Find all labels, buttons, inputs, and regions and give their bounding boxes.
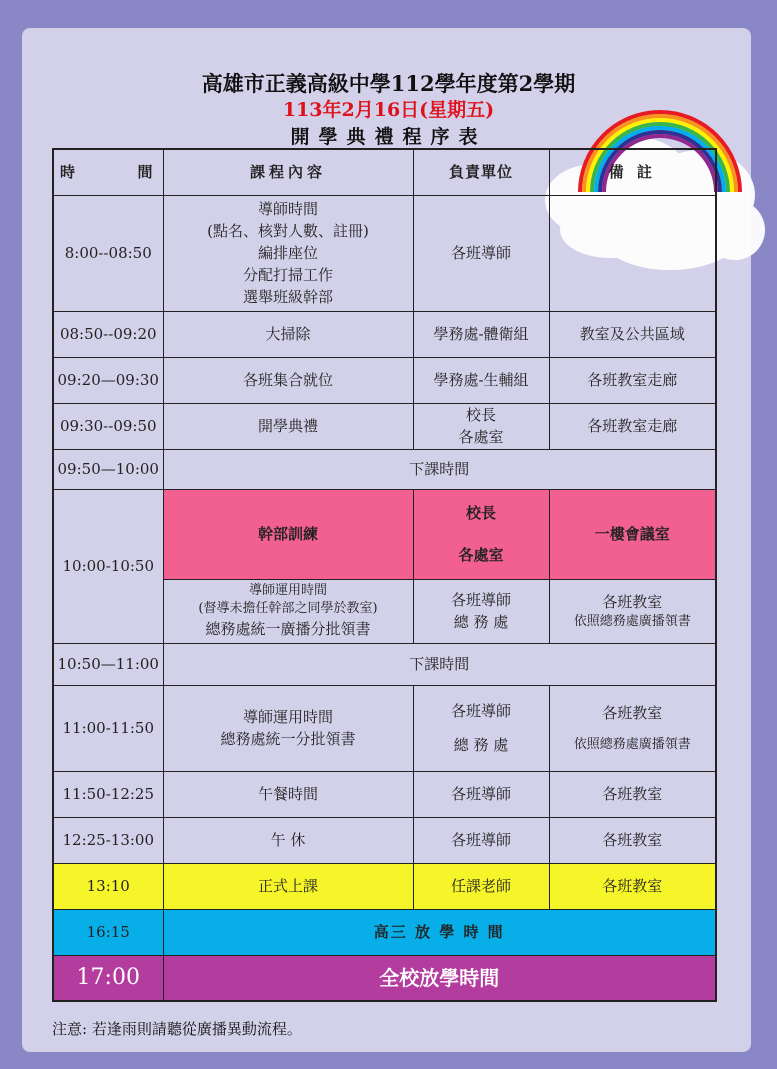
row-unit: 學務處-生輔組 — [413, 357, 549, 403]
header-time: 時 間 — [53, 149, 163, 195]
row-unit: 各班導師 — [413, 771, 549, 817]
table-row — [53, 771, 716, 817]
row-content: 午餐時間 — [163, 771, 413, 817]
table-row — [53, 403, 716, 449]
row-content: 導師運用時間 總務處統一分批領書 — [163, 685, 413, 771]
row-time: 8:00--08:50 — [53, 195, 163, 311]
row-note: 各班教室 — [549, 817, 716, 863]
row-content: 正式上課 — [163, 863, 413, 909]
row-note: 各班教室走廊 — [549, 357, 716, 403]
table-row — [53, 955, 716, 1001]
row-unit: 校長 各處室 — [413, 403, 549, 449]
table-row — [53, 311, 716, 357]
row-time: 09:30--09:50 — [53, 403, 163, 449]
row-time: 11:00-11:50 — [53, 685, 163, 771]
row-content: 大掃除 — [163, 311, 413, 357]
header-row — [53, 149, 716, 195]
date-title: 113年2月16日(星期五) — [282, 99, 495, 121]
row-content: 各班集合就位 — [163, 357, 413, 403]
row-content: 下課時間 — [163, 449, 716, 489]
header-note: 備 註 — [549, 149, 716, 195]
row-time: 12:25-13:00 — [53, 817, 163, 863]
row-note: 各班教室 — [549, 863, 716, 909]
table-row — [53, 909, 716, 955]
row-unit: 各班導師 — [413, 817, 549, 863]
program-title: 開學典禮程序表 — [290, 126, 487, 148]
schedule-table — [52, 148, 717, 1002]
row-time: 16:15 — [53, 909, 163, 955]
table-row — [53, 643, 716, 685]
table-row — [53, 195, 716, 311]
row-content: 午 休 — [163, 817, 413, 863]
row-time: 17:00 — [53, 955, 163, 1001]
school-title: 高雄市正義高級中學112學年度第2學期 — [201, 71, 576, 96]
table-row — [53, 489, 716, 579]
row-note: 各班教室 依照總務處廣播領書 — [549, 579, 716, 643]
row-note: 各班教室走廊 — [549, 403, 716, 449]
footer-note: 注意: 若逢雨則請聽從廣播異動流程。 — [52, 1020, 302, 1038]
row-note: 各班教室 — [549, 771, 716, 817]
table-row — [53, 357, 716, 403]
row-time: 09:50—10:00 — [53, 449, 163, 489]
row-unit: 各班導師 總 務 處 — [413, 685, 549, 771]
row-content: 幹部訓練 — [163, 489, 413, 579]
row-content: 下課時間 — [163, 643, 716, 685]
row-time: 10:00-10:50 — [53, 489, 163, 643]
row-note: 各班教室 依照總務處廣播領書 — [549, 685, 716, 771]
header-unit: 負責單位 — [413, 149, 549, 195]
row-note: 一樓會議室 — [549, 489, 716, 579]
row-content: 導師時間 (點名、核對人數、註冊) 編排座位 分配打掃工作 選舉班級幹部 — [163, 195, 413, 311]
table-row — [53, 449, 716, 489]
row-content: 導師運用時間 (督導未擔任幹部之同學於教室) 總務處統一廣播分批領書 — [163, 579, 413, 643]
row-time: 10:50—11:00 — [53, 643, 163, 685]
header-content: 課程內容 — [163, 149, 413, 195]
row-content: 高三 放 學 時 間 — [163, 909, 716, 955]
row-note — [549, 195, 716, 311]
table-row — [53, 685, 716, 771]
row-unit: 校長 各處室 — [413, 489, 549, 579]
row-unit: 各班導師 — [413, 195, 549, 311]
row-note: 教室及公共區域 — [549, 311, 716, 357]
row-time: 11:50-12:25 — [53, 771, 163, 817]
table-row — [53, 817, 716, 863]
row-content: 全校放學時間 — [163, 955, 716, 1001]
row-unit: 學務處-體衛組 — [413, 311, 549, 357]
row-unit: 任課老師 — [413, 863, 549, 909]
table-row — [53, 863, 716, 909]
row-time: 08:50--09:20 — [53, 311, 163, 357]
row-time: 09:20—09:30 — [53, 357, 163, 403]
row-unit: 各班導師 總 務 處 — [413, 579, 549, 643]
row-content: 開學典禮 — [163, 403, 413, 449]
row-time: 13:10 — [53, 863, 163, 909]
